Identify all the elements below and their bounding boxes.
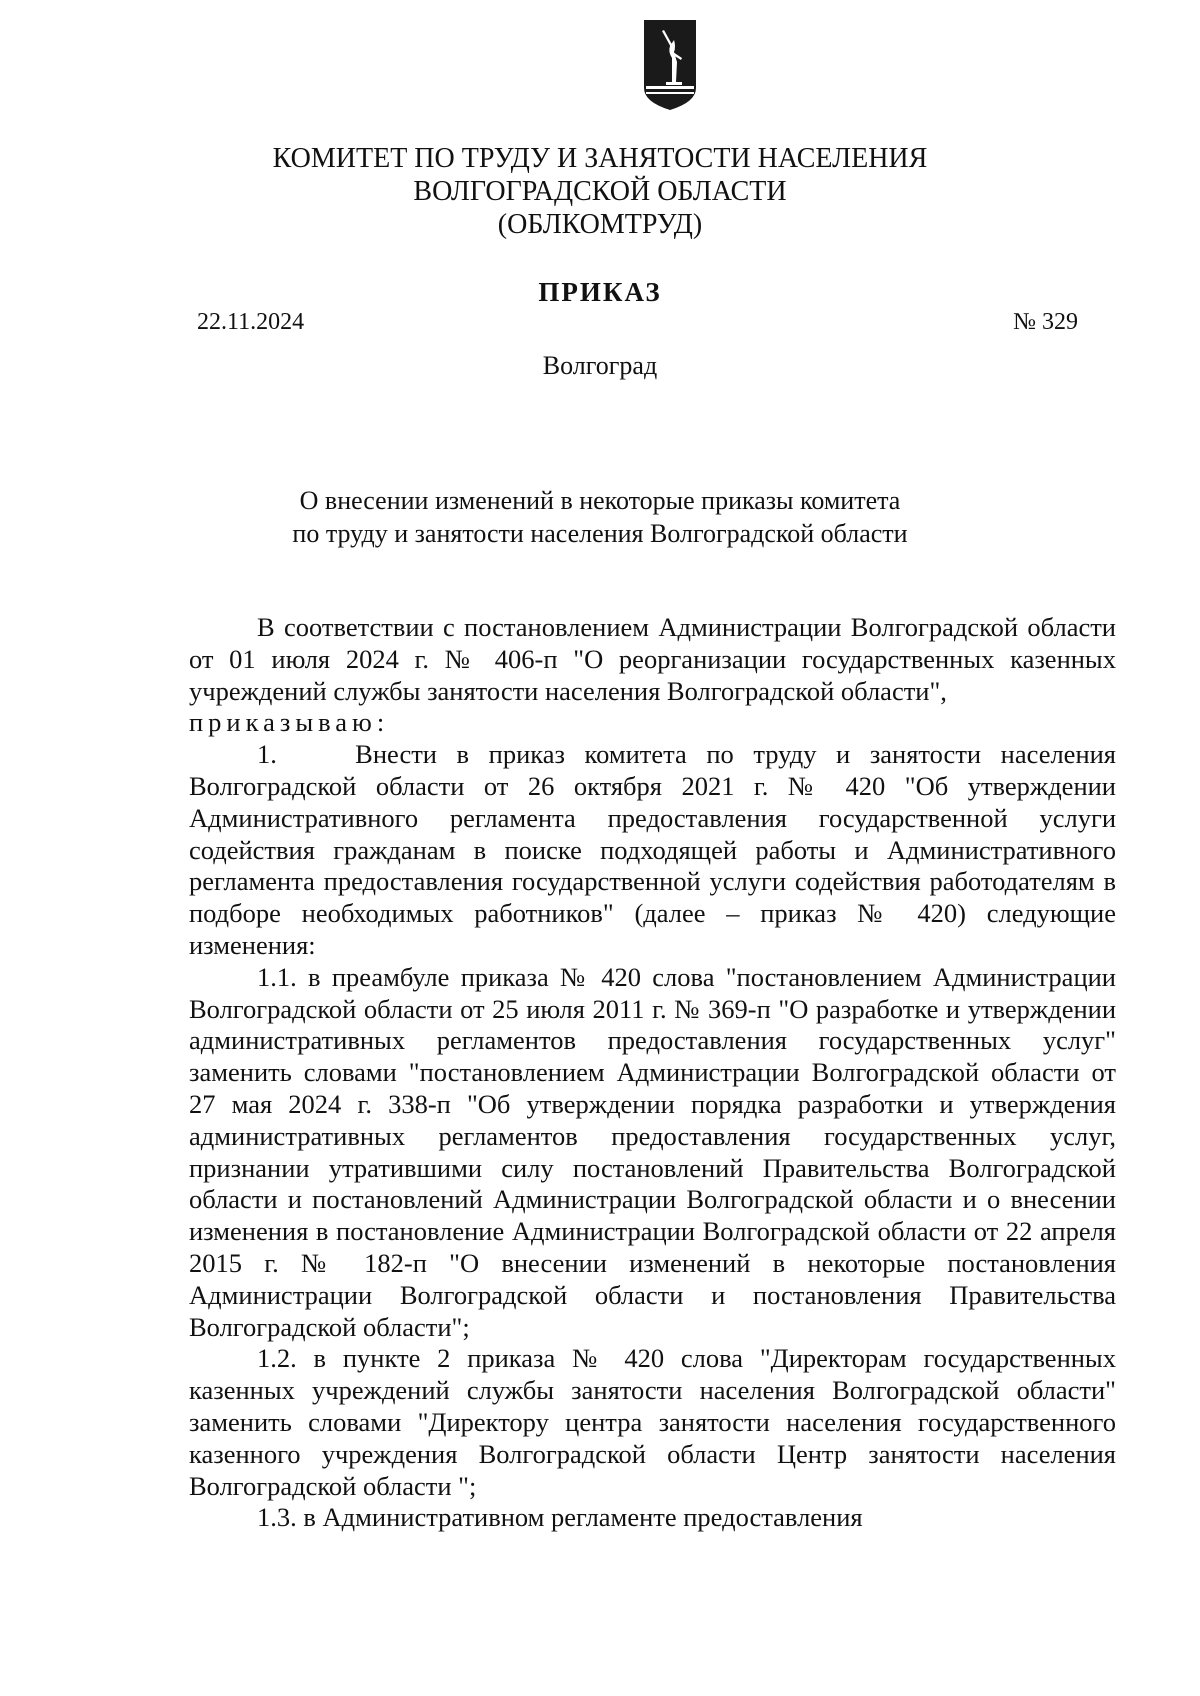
clause-1: 1. Внести в приказ комитета по труду и занятости населения Волгоградской области от 26 октября 2021 г. № 420 "Об утверждении Административного регламента предоставления государственной услуги содействия гражданам в поиске подходящей работы и Административного регламента предоставления государственной услуги содействия работодателям в подборе необходимых работников" (далее – приказ № 420) следующие изменения:: [189, 739, 1116, 960]
clause-1-2: 1.2. в пункте 2 приказа № 420 слова "Директорам государственных казенных учреждений службы занятости населения Волгоградской области" заменить словами "Директору центра занятости населения государственного казенного учреждения Волгоградской области Центр занятости населения Волгоградской области ";: [189, 1343, 1116, 1501]
order-date: 22.11.2024: [197, 309, 305, 335]
clause-1-1: 1.1. в преамбуле приказа № 420 слова "постановлением Администрации Волгоградской области от 25 июля 2011 г. № 369-п "О разработке и утверждении административных регламентов предоставления государственных услуг" заменить словами "постановлением Администрации Волгоградской области от 27 мая 2024 г. 338-п "Об утверждении порядка разработки и утверждения административных регламентов предоставления государственных услуг, признании утратившими силу постановлений Правительства Волгоградской области и постановлений Администрации Волгоградской области и о внесении изменения в постановление Администрации Волгоградской области от 22 апреля 2015 г. № 182-п "О внесении изменений в некоторые постановления Администрации Волгоградской области и постановления Правительства Волгоградской области";: [189, 961, 1116, 1342]
order-number: № 329: [1013, 309, 1078, 335]
organization-name-line-2: ВОЛГОГРАДСКОЙ ОБЛАСТИ: [413, 176, 787, 207]
order-subject: [0, 484, 1200, 550]
volgograd-coat-of-arms-icon: [642, 18, 698, 112]
order-directive: приказываю:: [189, 707, 390, 738]
preamble-paragraph: В соответствии с постановлением Администрации Волгоградской области от 01 июля 2024 г. № 406-п "О реорганизации государственных казенных учреждений службы занятости населения Волгоградской области",: [189, 612, 1116, 706]
document-type-title: ПРИКАЗ: [538, 277, 662, 307]
organization-name: [0, 142, 1200, 241]
order-subject-line-1: О внесении изменений в некоторые приказы комитета: [299, 486, 901, 515]
order-body: [189, 612, 1116, 1534]
clause-1-3: 1.3. в Административном регламенте предоставления: [257, 1502, 863, 1533]
organization-short-name: (ОБЛКОМТРУД): [497, 209, 703, 240]
order-subject-line-2: по труду и занятости населения Волгоградской области: [292, 519, 908, 548]
organization-name-line-1: КОМИТЕТ ПО ТРУДУ И ЗАНЯТОСТИ НАСЕЛЕНИЯ: [272, 143, 928, 174]
city-name: Волгоград: [542, 351, 658, 380]
